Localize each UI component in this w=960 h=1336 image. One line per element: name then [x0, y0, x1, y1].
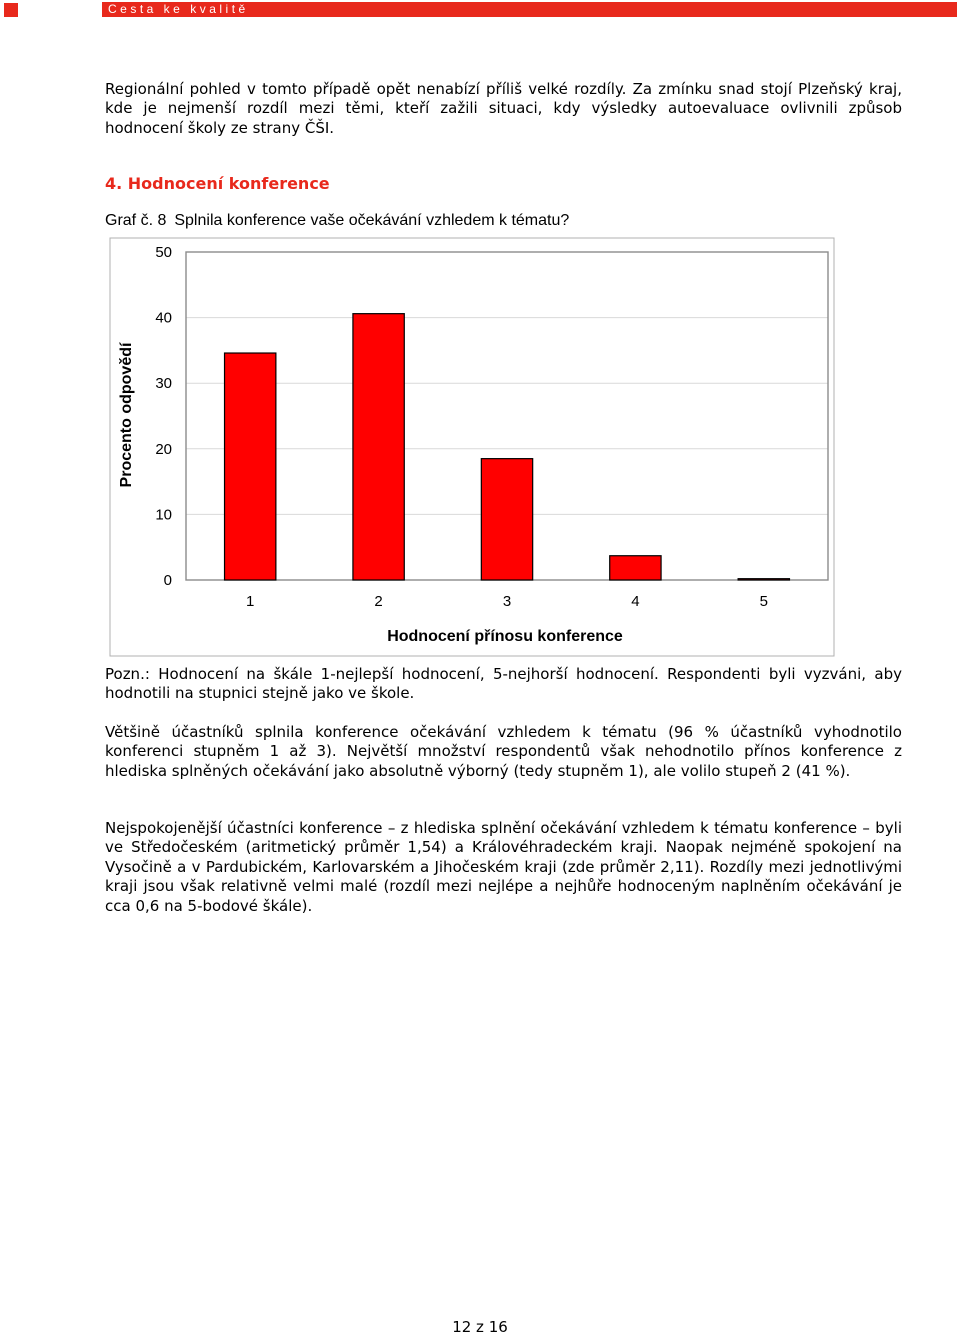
header-title: Cesta ke kvalitě — [108, 2, 249, 16]
y-axis-label: Procento odpovědí — [118, 342, 135, 488]
x-tick-label: 1 — [246, 593, 255, 610]
bar-3 — [481, 459, 532, 580]
figure-title: Splnila konference vaše očekávání vzhledem k tématu? — [174, 212, 570, 229]
paragraph-2: Nejspokojenější účastníci konference – z hlediska splnění očekávání vzhledem k tématu konference – byli ve Středočeském (aritmetický průměr 1,54) a Královéhradeckém kraji. Naopak nejméně spokojení na Vysočině a v Pardubickém, Karlovarském a Jihočeském kraji (zde průměr 2,11). Rozdíly mezi jednotlivými kraji jsou však relativně velmi malé (rozdíl mezi nejlépe a nejhůře hodnoceným naplněním očekávání je cca 0,6 na 5-bodové škále). — [105, 819, 902, 915]
y-tick-label: 40 — [155, 309, 172, 327]
bar-1 — [225, 353, 276, 580]
y-tick-label: 0 — [163, 572, 172, 589]
header-square — [4, 3, 18, 17]
y-tick-label: 30 — [155, 375, 172, 393]
y-tick-label: 50 — [155, 244, 172, 261]
x-axis-label: Hodnocení přínosu konference — [387, 628, 623, 645]
x-tick-label: 2 — [374, 593, 383, 610]
x-tick-label: 4 — [631, 593, 640, 610]
bar-4 — [610, 556, 661, 580]
y-tick-label: 10 — [155, 506, 172, 524]
bar-chart — [0, 230, 960, 670]
note-paragraph: Pozn.: Hodnocení na škále 1-nejlepší hodnocení, 5-nejhorší hodnocení. Respondenti byli vyzváni, aby hodnotili na stupnici stejně jako ve škole. — [105, 665, 902, 703]
x-tick-label: 3 — [502, 593, 512, 610]
section-heading: 4. Hodnocení konference — [105, 174, 330, 193]
y-tick-label: 20 — [155, 440, 172, 458]
figure-caption — [105, 212, 577, 230]
paragraph-1: Většině účastníků splnila konference očekávání vzhledem k tématu (96 % účastníků vyhodnotilo konferenci stupněm 1 až 3). Největší množství respondentů však nehodnotilo přínos konference z hlediska splněných očekávání jako absolutně výborný (tedy stupněm 1), ale volilo stupeň 2 (41 %). — [105, 723, 902, 780]
intro-paragraph: Regionální pohled v tomto případě opět nenabízí příliš velké rozdíly. Za zmínku snad stojí Plzeňský kraj, kde je nejmenší rozdíl mezi těmi, kteří zažili situaci, kdy výsledky autoevaluace ovlivnili způsob hodnocení školy ze strany ČŠI. — [105, 80, 902, 137]
page-number: 12 z 16 — [452, 1318, 508, 1336]
figure-label: Graf č. 8 — [105, 212, 167, 229]
bar-2 — [353, 314, 404, 580]
x-tick-label: 5 — [759, 593, 768, 610]
bar-5 — [738, 579, 789, 580]
chart-frame — [110, 238, 834, 656]
